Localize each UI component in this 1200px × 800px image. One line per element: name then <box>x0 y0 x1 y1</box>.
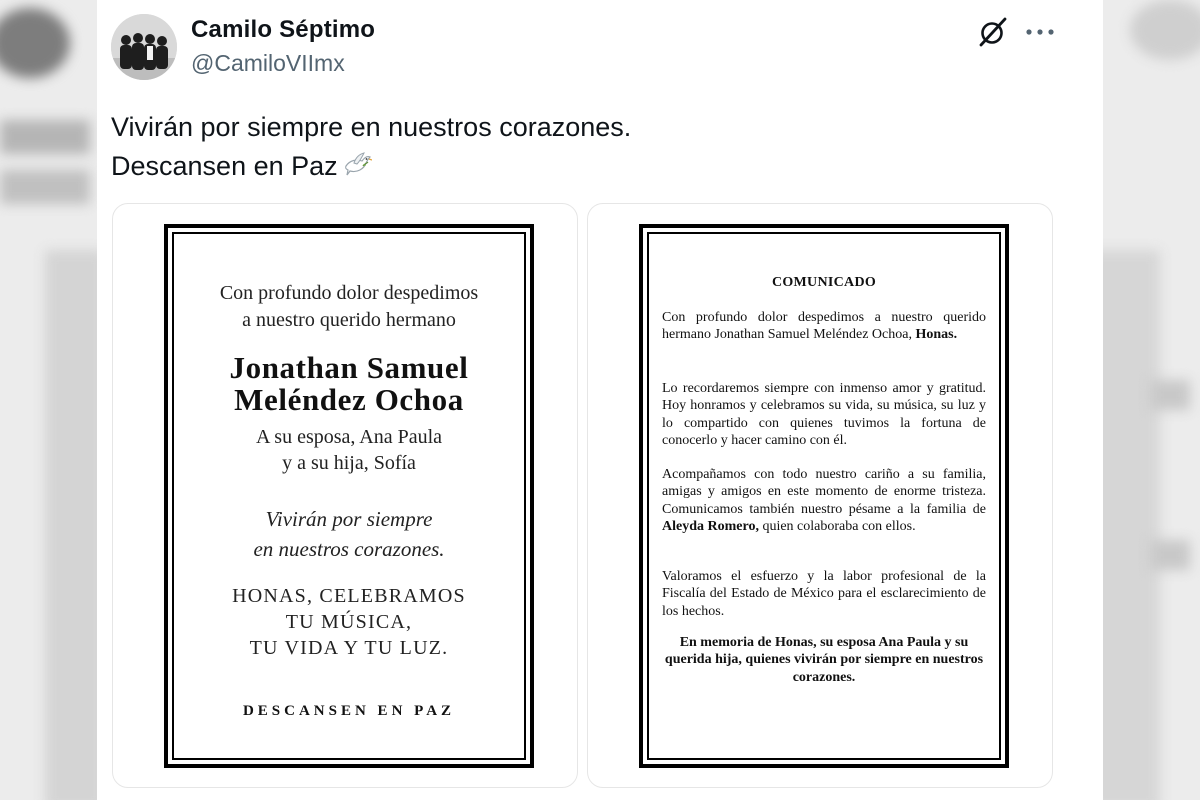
grok-icon[interactable] <box>977 16 1009 48</box>
tweet-text-line-2-text: Descansen en Paz <box>111 151 338 181</box>
tweet-card <box>97 0 1103 800</box>
poster-right-paragraph-4: Valoramos el esfuerzo y la labor profesional de la Fiscalía del Estado de México para el esclarecimiento de los hechos. <box>662 569 986 619</box>
poster-right-paragraph-2: Lo recordaremos siempre con inmenso amor y gratitud. Hoy honramos y celebramos su vida, su música, su luz y lo compartido con quienes tuvimos la fortuna de conocerlo y hacer camino con él. <box>662 381 986 448</box>
poster-right-memorial: En memoria de Honas, su esposa Ana Paula y su querida hija, quienes vivirán por siempre en nuestros corazones. <box>664 635 984 685</box>
poster-right-paragraph-1: Con profundo dolor despedimos a nuestro querido hermano Jonathan Samuel Meléndez Ochoa, Honas. <box>662 310 986 343</box>
media-image-2[interactable] <box>587 203 1053 788</box>
author-handle[interactable]: @CamiloVIImx <box>191 50 345 76</box>
poster-right-paragraph-3: Acompañamos con todo nuestro cariño a su familia, amigas y amigos en este momento de enorme tristeza. Comunicamos también nuestro pésame a la familia de Aleyda Romero, quien colaboraba con ellos. <box>662 467 986 534</box>
author-display-name[interactable]: Camilo Séptimo <box>191 16 376 43</box>
avatar[interactable] <box>111 14 177 80</box>
poster-right-title: COMUNICADO <box>771 275 877 290</box>
poster-left-quote: Vivirán por siempre en nuestros corazones. <box>253 507 445 561</box>
blurred-feed-left <box>0 0 97 800</box>
poster-right <box>639 224 1009 768</box>
poster-left-tribute: HONAS, CELEBRAMOS TU MÚSICA, TU VIDA Y TU LUZ. <box>232 585 466 659</box>
poster-left-deceased-name: Jonathan Samuel Meléndez Ochoa <box>229 350 469 417</box>
poster-left <box>164 224 534 768</box>
dove-emoji-icon <box>342 149 372 190</box>
poster-left-intro: Con profundo dolor despedimos a nuestro querido hermano <box>219 282 479 331</box>
blurred-feed-right <box>1103 0 1200 800</box>
poster-left-closing: DESCANSEN EN PAZ <box>242 703 456 719</box>
tweet-text-line-2 <box>111 147 1071 190</box>
tweet-text-line-1: Vivirán por siempre en nuestros corazones. <box>111 112 632 142</box>
poster-left-family: A su esposa, Ana Paula y a su hija, Sofía <box>255 426 443 474</box>
media-image-1[interactable] <box>112 203 578 788</box>
tweet-text <box>111 108 1071 190</box>
more-icon[interactable] <box>1022 18 1058 46</box>
